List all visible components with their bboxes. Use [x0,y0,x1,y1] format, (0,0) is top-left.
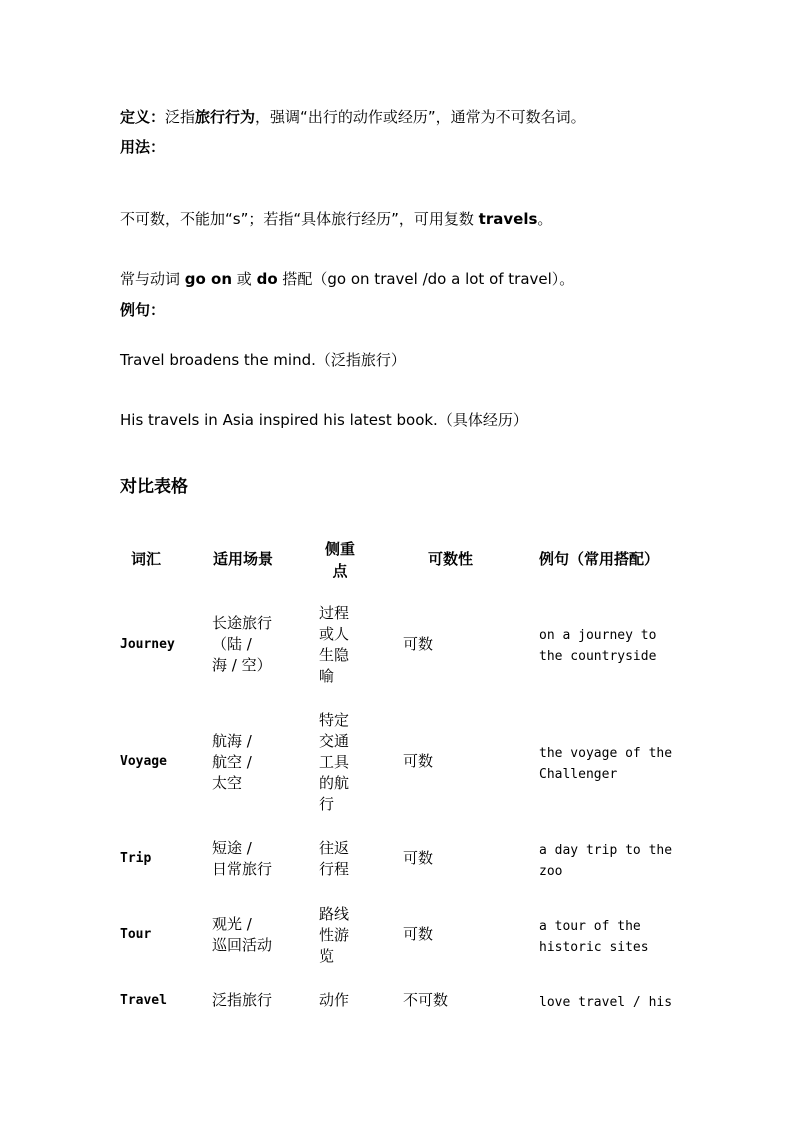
table-row-word: Voyage [120,754,167,769]
table-row-focus: 过程 或人 生隐 喻 [319,604,350,685]
example-sentence-1: Travel broadens the mind.（泛指旅行） [120,351,406,369]
examples-label: 例句： [120,301,166,319]
definition-line [120,107,586,127]
usage-point-2-text-2: 或 [232,270,257,288]
table-row-example: on a journey to the countryside [539,628,657,664]
table-row-focus: 特定 交通 工具 的航 行 [319,711,350,813]
table-row-countability: 可数 [403,752,434,770]
table-row-focus: 往返 行程 [319,839,350,878]
table-row-countability: 可数 [403,925,434,943]
usage-point-1-text-2: 。 [537,210,553,228]
usage-point-2-text-3: 搭配（go on travel /do a lot of travel）。 [277,270,575,288]
table-row-scenario: 长途旅行 （陆 / 海 / 空） [212,614,273,674]
table-row-scenario: 泛指旅行 [212,991,273,1009]
usage-point-2-text-1: 常与动词 [120,270,185,288]
usage-label: 用法： [120,138,166,156]
table-header-countability: 可数性 [428,550,474,568]
table-row-example: love travel / his [539,995,673,1010]
usage-point-1-text-1: 不可数，不能加“s”；若指“具体旅行经历”，可用复数 [120,210,479,228]
usage-point-2-verb-2: do [256,270,278,288]
table-row-countability: 可数 [403,635,434,653]
table-row-scenario: 航海 / 航空 / 太空 [212,732,252,792]
table-row-word: Journey [120,637,175,652]
definition-emphasis: 旅行行为 [195,108,256,126]
usage-point-2-verb-1: go on [184,270,233,288]
definition-text-1: 泛指 [165,108,196,126]
definition-text-2: ，强调“出行的动作或经历”，通常为不可数名词。 [255,108,586,126]
table-row-example: the voyage of the Challenger [539,746,673,782]
table-header-example: 例句（常用搭配） [539,550,660,568]
definition-label: 定义： [120,108,166,126]
table-row-focus: 动作 [319,991,350,1009]
table-row-example: a tour of the historic sites [539,919,649,955]
table-row-countability: 可数 [403,849,434,867]
table-row-focus: 路线 性游 览 [319,905,350,965]
table-row-countability: 不可数 [403,991,449,1009]
table-header-word: 词汇 [131,550,162,568]
table-row-word: Tour [120,927,152,942]
table-title: 对比表格 [120,477,188,497]
table-header-scenario: 适用场景 [213,550,274,568]
example-sentence-2: His travels in Asia inspired his latest book.（具体经历） [120,411,528,429]
table-row-word: Trip [120,851,152,866]
usage-point-2 [120,269,574,289]
table-header-focus: 侧重 点 [325,540,356,580]
table-row-example: a day trip to the zoo [539,843,673,879]
table-row-scenario: 观光 / 巡回活动 [212,915,273,954]
usage-point-1-emphasis: travels [478,210,538,228]
usage-point-1 [120,209,552,229]
table-row-word: Travel [120,993,167,1008]
table-row-scenario: 短途 / 日常旅行 [212,839,273,878]
